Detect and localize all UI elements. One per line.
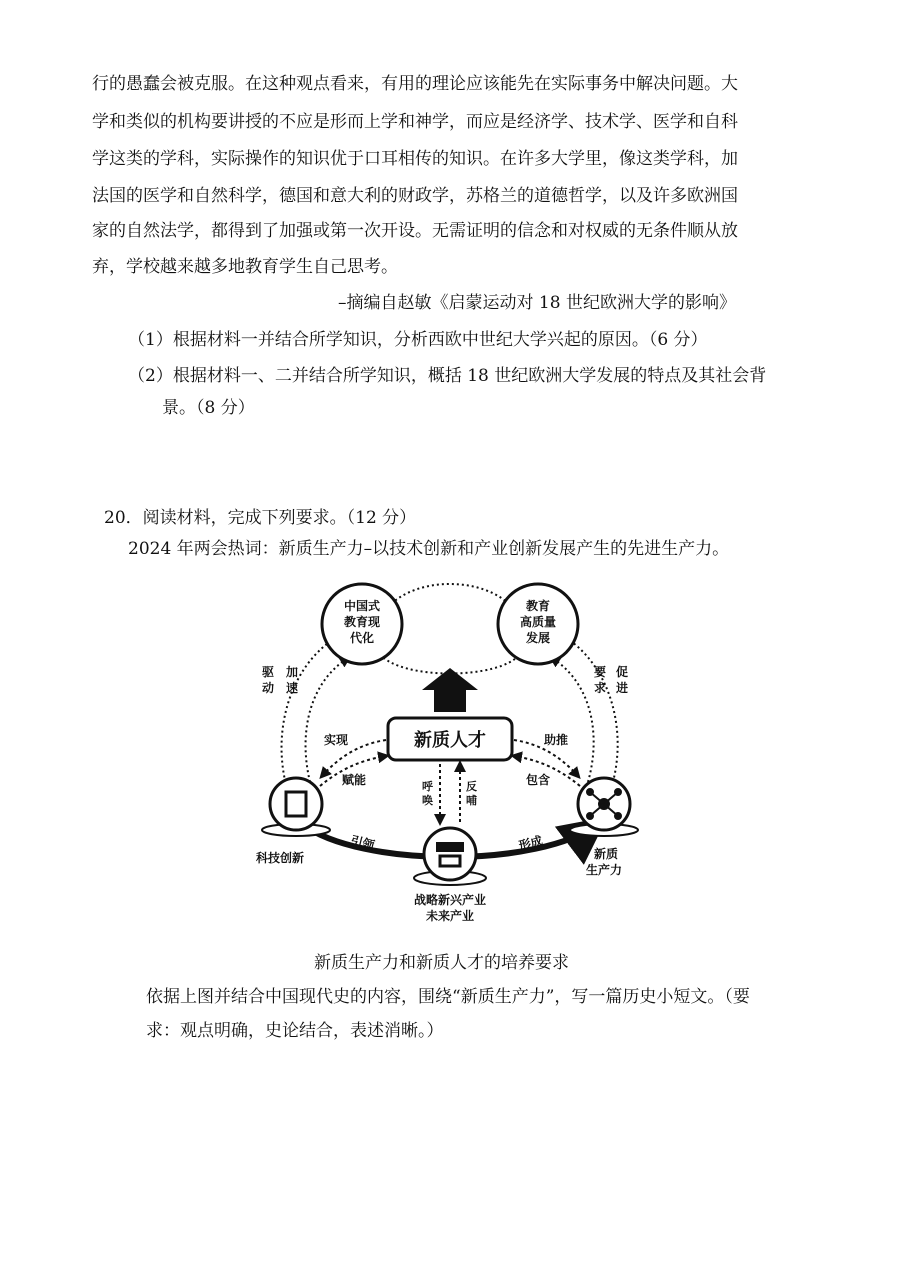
question-20-task-line1: 依据上图并结合中国现代史的内容，围绕“新质生产力”，写一篇历史小短文。（要 bbox=[146, 987, 750, 1007]
promote-arc bbox=[560, 634, 618, 792]
label-tech-innovation: 科技创新 bbox=[256, 851, 305, 865]
material-line: 学和类似的机构要讲授的不应是形而上学和神学，而应是经济学、技术学、医学和自科 bbox=[92, 112, 738, 132]
question-19-2-line1: （2）根据材料一、二并结合所学知识，概括 18 世纪欧洲大学发展的特点及其社会背 bbox=[128, 366, 767, 386]
label-lead: 引领 bbox=[349, 833, 376, 853]
label-require: 求 bbox=[594, 681, 607, 695]
diagram-caption: 新质生产力和新质人才的培养要求 bbox=[314, 953, 569, 973]
material-line: 家的自然法学，都得到了加强或第一次开设。无需证明的信念和对权威的无条件顺从放 bbox=[92, 221, 738, 241]
new-quality-productivity-diagram bbox=[250, 572, 650, 932]
label-realize: 实现 bbox=[324, 733, 349, 747]
circle-right-line: 教育 bbox=[525, 599, 551, 613]
question-19-2-line2: 景。（8 分） bbox=[162, 398, 255, 418]
citation: –摘编自赵敏《启蒙运动对 18 世纪欧洲大学的影响》 bbox=[338, 293, 736, 313]
label-drive: 驱 bbox=[262, 665, 275, 679]
label-form: 形成 bbox=[517, 833, 545, 853]
drive-arc bbox=[282, 634, 342, 792]
label-promote: 进 bbox=[616, 681, 629, 695]
question-20-hotword: 2024 年两会热词：新质生产力–以技术创新和产业创新发展产生的先进生产力。 bbox=[128, 539, 730, 559]
circle-left-line: 中国式 bbox=[343, 599, 381, 613]
center-label: 新质人才 bbox=[414, 730, 486, 751]
industry-icon bbox=[436, 842, 464, 852]
material-line: 学这类的学科，实际操作的知识优于口耳相传的知识。在许多大学里，像这类学科，加 bbox=[92, 149, 738, 169]
question-19-1: （1）根据材料一并结合所学知识，分析西欧中世纪大学兴起的原因。（6 分） bbox=[128, 330, 708, 350]
circle-right-line: 发展 bbox=[525, 631, 551, 645]
label-drive: 动 bbox=[262, 681, 275, 695]
circle-left-line: 代化 bbox=[349, 631, 375, 645]
label-feedback: 哺 bbox=[466, 794, 477, 807]
label-new-productivity: 生产力 bbox=[586, 863, 623, 877]
circle-left-line: 教育现 bbox=[343, 615, 381, 629]
label-call: 唤 bbox=[422, 794, 433, 807]
question-20-heading: 20．阅读材料，完成下列要求。（12 分） bbox=[104, 508, 417, 528]
label-accelerate: 加 bbox=[286, 665, 299, 679]
label-require: 要 bbox=[594, 665, 607, 679]
material-line: 弃，学校越来越多地教育学生自己思考。 bbox=[92, 257, 398, 277]
material-line: 法国的医学和自然科学，德国和意大利的财政学，苏格兰的道德哲学，以及许多欧洲国 bbox=[92, 186, 738, 206]
label-promote: 促 bbox=[616, 665, 629, 679]
node-strategic-industries bbox=[424, 828, 476, 880]
label-include: 包含 bbox=[526, 773, 551, 787]
label-new-productivity: 新质 bbox=[594, 847, 619, 861]
circle-right-line: 高质量 bbox=[519, 615, 557, 629]
label-empower: 赋能 bbox=[342, 773, 367, 787]
accelerate-arc bbox=[306, 658, 348, 782]
label-feedback: 反 bbox=[466, 780, 477, 793]
label-future-industries: 未来产业 bbox=[425, 909, 475, 923]
label-accelerate: 速 bbox=[286, 681, 299, 695]
material-line: 行的愚蠢会被克服。在这种观点看来，有用的理论应该能先在实际事务中解决问题。大 bbox=[92, 74, 738, 94]
up-arrow-icon bbox=[422, 668, 478, 712]
node-tech-innovation bbox=[270, 778, 322, 830]
question-20-task-line2: 求：观点明确，史论结合，表述消晰。） bbox=[146, 1021, 444, 1041]
require-arc bbox=[552, 658, 594, 782]
label-call: 呼 bbox=[422, 780, 433, 793]
label-strategic-industries: 战略新兴产业 bbox=[413, 893, 487, 907]
label-push: 助推 bbox=[544, 733, 569, 747]
